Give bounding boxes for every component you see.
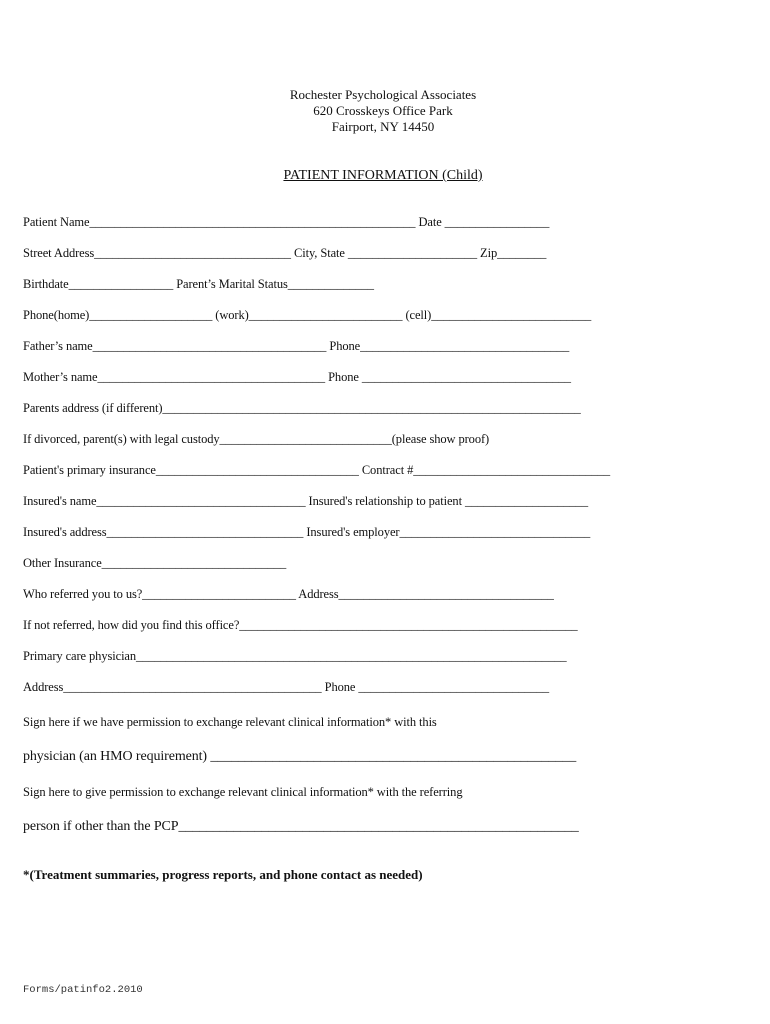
form-title: PATIENT INFORMATION (Child) — [283, 168, 483, 183]
org-name: Rochester Psychological Associates — [289, 87, 477, 102]
field-legal-custody[interactable]: If divorced, parent(s) with legal custody____________________________(please show proof) — [23, 432, 490, 446]
field-other-insurance[interactable]: Other Insurance______________________________ — [23, 556, 287, 570]
org-city: Fairport, NY 14450 — [331, 119, 435, 134]
field-insured-name[interactable]: Insured's name__________________________________ Insured's relationship to patient ____________________ — [23, 494, 588, 508]
field-referring-signature[interactable]: person if other than the PCP__________________________________________________________ — [23, 819, 579, 834]
field-birthdate[interactable]: Birthdate_________________ Parent’s Marital Status______________ — [23, 277, 374, 291]
form-id: Forms/patinfo2.2010 — [23, 984, 143, 996]
field-primary-insurance[interactable]: Patient's primary insurance_________________________________ Contract #________________________________ — [23, 463, 611, 477]
field-mother-name[interactable]: Mother’s name_____________________________________ Phone __________________________________ — [23, 370, 571, 384]
field-physician-address[interactable]: Address__________________________________________ Phone _______________________________ — [23, 680, 550, 694]
field-phone[interactable]: Phone(home)____________________ (work)_________________________ (cell)__________________________ — [23, 308, 592, 322]
field-how-found[interactable]: If not referred, how did you find this office?_______________________________________________________ — [23, 618, 578, 632]
field-primary-care-physician[interactable]: Primary care physician______________________________________________________________________ — [23, 649, 567, 663]
org-address: 620 Crosskeys Office Park — [313, 103, 453, 118]
field-parents-address[interactable]: Parents address (if different)____________________________________________________________________ — [23, 401, 581, 415]
field-father-name[interactable]: Father’s name______________________________________ Phone__________________________________ — [23, 339, 570, 353]
letterhead — [0, 87, 766, 135]
consent-physician-text: Sign here if we have permission to exchange relevant clinical information* with this — [23, 715, 437, 729]
field-patient-name[interactable]: Patient Name_____________________________________________________ Date _________________ — [23, 215, 550, 229]
treatment-note: *(Treatment summaries, progress reports, and phone contact as needed) — [23, 867, 423, 882]
field-insured-address[interactable]: Insured's address________________________________ Insured's employer_______________________________ — [23, 525, 591, 539]
field-street-address[interactable]: Street Address________________________________ City, State _____________________ Zip________ — [23, 246, 547, 260]
field-referred-by[interactable]: Who referred you to us?_________________________ Address___________________________________ — [23, 587, 554, 601]
field-physician-signature[interactable]: physician (an HMO requirement) _____________________________________________________ — [23, 749, 577, 764]
consent-referring-text: Sign here to give permission to exchange relevant clinical information* with the referring — [23, 785, 463, 799]
